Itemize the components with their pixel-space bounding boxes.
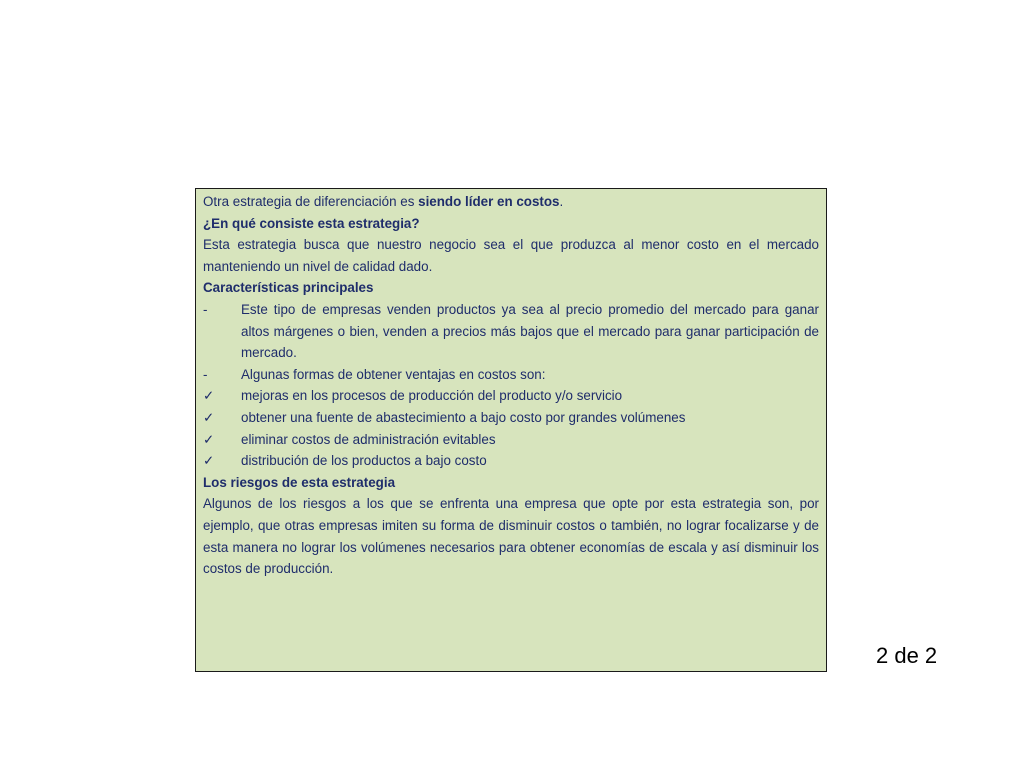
dash-marker: - [203, 366, 208, 382]
checkmark-icon: ✓ [203, 431, 215, 447]
dash-item-text: Algunas formas de obtener ventajas en costos son: [241, 366, 546, 382]
intro-line [203, 191, 819, 213]
dash-item-text: Este tipo de empresas venden productos ya sea al precio promedio del mercado para ganar altos márgenes o bien, venden a precios más bajos que el mercado para ganar participación de mercado. [241, 301, 819, 361]
intro-prefix: Otra estrategia de diferenciación es [203, 194, 419, 209]
characteristics-heading: Características principales [203, 280, 374, 296]
risks-paragraph: Algunos de los riesgos a los que se enfrenta una empresa que opte por esta estrategia son, por ejemplo, que otras empresas imiten su forma de disminuir costos o también, no lograr focalizarse y de esta manera no lograr los volúmenes necesarios para obtener economías de escala y así disminuir los costos de producción. [203, 496, 819, 577]
check-item-text: eliminar costos de administración evitables [241, 431, 496, 447]
intro-suffix: . [559, 194, 564, 209]
description-paragraph: Esta estrategia busca que nuestro negocio sea el que produzca al menor costo en el mercado manteniendo un nivel de calidad dado. [203, 237, 819, 274]
check-item-text: mejoras en los procesos de producción del producto y/o servicio [241, 388, 623, 404]
check-item-text: distribución de los productos a bajo costo [241, 453, 487, 469]
dash-list-item [203, 299, 819, 364]
check-list-item [203, 407, 819, 429]
check-list-item [203, 450, 819, 472]
risks-heading: Los riesgos de esta estrategia [203, 474, 396, 490]
checkmark-icon: ✓ [203, 453, 215, 469]
page-number: 2 de 2 [876, 643, 938, 668]
intro-bold: siendo líder en costos [418, 194, 560, 209]
checkmark-icon: ✓ [203, 409, 215, 425]
checkmark-icon: ✓ [203, 388, 215, 404]
check-list-item [203, 429, 819, 451]
check-item-text: obtener una fuente de abastecimiento a bajo costo por grandes volúmenes [241, 409, 686, 425]
content-box [195, 188, 827, 672]
question-heading: ¿En qué consiste esta estrategia? [203, 215, 420, 231]
check-list-item [203, 385, 819, 407]
dash-marker: - [203, 301, 208, 317]
dash-list-item [203, 364, 819, 386]
